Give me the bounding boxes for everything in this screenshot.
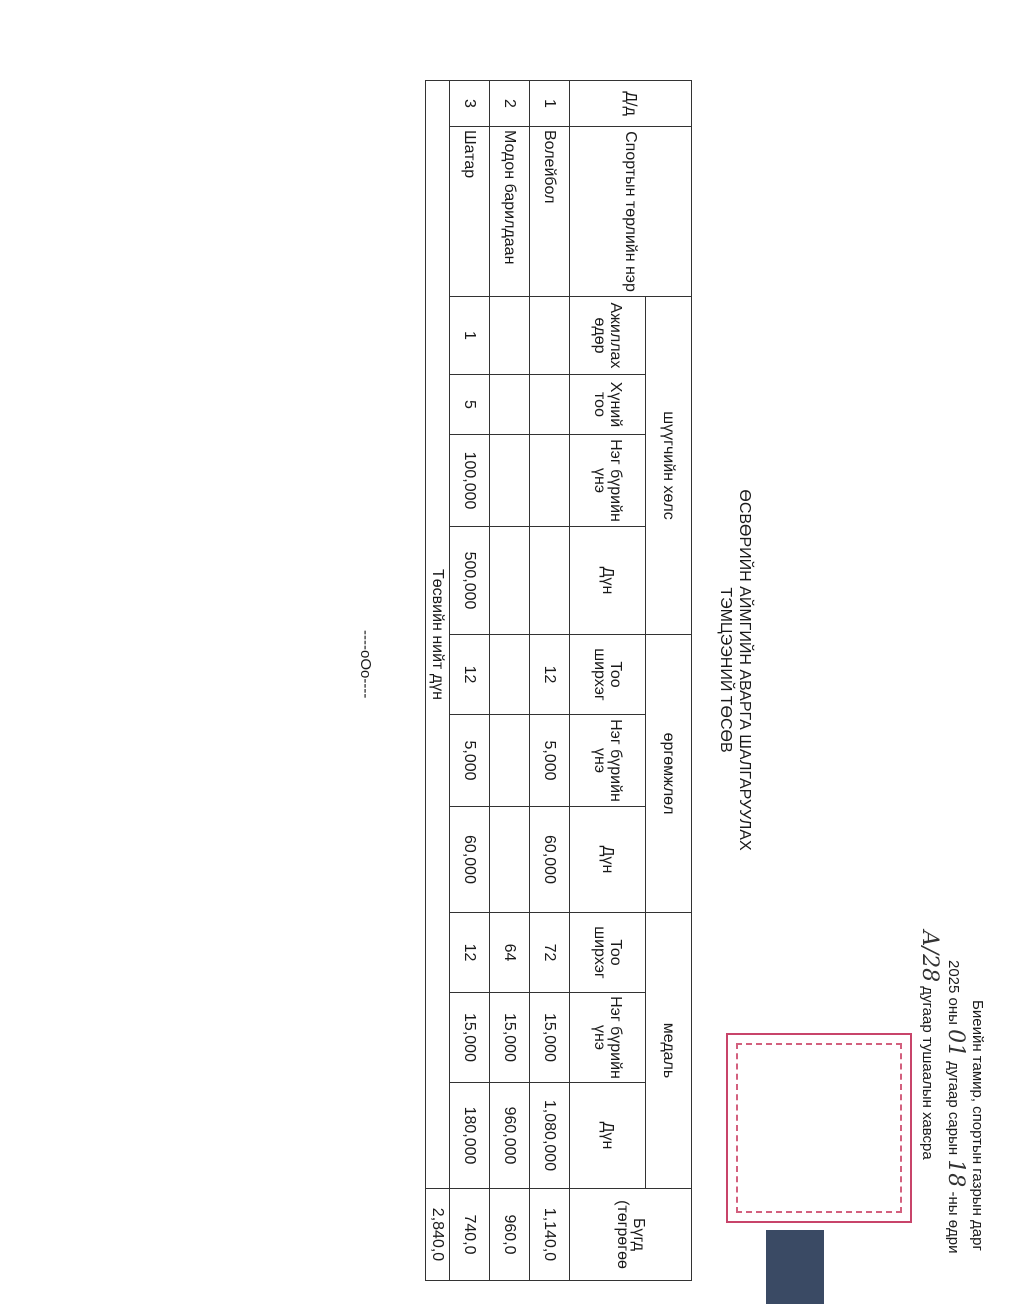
approval-line-3 [917, 930, 942, 1160]
table-row [450, 81, 490, 1281]
cert-amount: 60,000 [530, 807, 570, 913]
approval-day: 18 [943, 1159, 968, 1188]
judge-people [490, 375, 530, 435]
col-total: Бүгд (төгрөгөө [570, 1189, 692, 1281]
order-suffix: дугаар тушаалын хавсра [919, 986, 936, 1160]
order-number: А/28 [917, 930, 942, 983]
judge-days [490, 297, 530, 375]
table-row [530, 81, 570, 1281]
grand-total-label: Төсвийн нийт дүн [426, 81, 450, 1189]
col-cert-count: Тоо ширхэг [570, 635, 646, 715]
table-row [490, 81, 530, 1281]
col-medal-count: Тоо ширхэг [570, 913, 646, 993]
title-line-1: ӨСВӨРИЙН АЙМГИЙН АВАРГА ШАЛГАРУУЛАХ [736, 489, 753, 851]
approval-year: 2025 оны [945, 960, 962, 1025]
judge-people [530, 375, 570, 435]
judge-amount: 500,000 [450, 527, 490, 635]
col-cert-unit-price: Нэг бүрийн үнэ [570, 715, 646, 807]
row-total: 740,0 [450, 1189, 490, 1281]
grand-total-row [426, 81, 450, 1281]
approval-line-2 [943, 960, 968, 1254]
sport-name: Модон барилдаан [490, 127, 530, 297]
medal-count: 64 [490, 913, 530, 993]
sport-name: Шатар [450, 127, 490, 297]
judge-unit-price [530, 435, 570, 527]
medal-amount: 960,000 [490, 1083, 530, 1189]
cert-unit-price: 5,000 [450, 715, 490, 807]
judge-days: 1 [450, 297, 490, 375]
col-judge-days: Ажиллах өдөр [570, 297, 646, 375]
group-medal: медаль [646, 913, 692, 1189]
col-sport-name: Спортын төрлийн нэр [570, 127, 692, 297]
approval-month: 01 [943, 1029, 968, 1058]
judge-amount [490, 527, 530, 635]
cert-unit-price: 5,000 [530, 715, 570, 807]
medal-amount: 1,080,000 [530, 1083, 570, 1189]
budget-table [425, 80, 692, 1281]
cert-count: 12 [530, 635, 570, 715]
cert-count [490, 635, 530, 715]
grand-total-value: 2,840,0 [426, 1189, 450, 1281]
cert-unit-price [490, 715, 530, 807]
judge-amount [530, 527, 570, 635]
approval-day-suffix: -ны өдри [945, 1191, 962, 1254]
official-stamp [726, 1033, 912, 1223]
approval-month-label: дугаар сарын [945, 1061, 962, 1156]
approval-line-1: Биеийн тамир, спортын газрын дарг [969, 1000, 986, 1251]
col-medal-unit-price: Нэг бүрийн үнэ [570, 993, 646, 1083]
medal-unit-price: 15,000 [450, 993, 490, 1083]
row-total: 960,0 [490, 1189, 530, 1281]
col-judge-people: Хүний тоо [570, 375, 646, 435]
cert-amount [490, 807, 530, 913]
title-line-2: ТЭМЦЭЭНИЙ ТӨСӨВ [717, 587, 734, 753]
document-title [716, 420, 754, 920]
judge-days [530, 297, 570, 375]
col-judge-amount: Дүн [570, 527, 646, 635]
government-logo [766, 1230, 824, 1304]
row-total: 1,140,0 [530, 1189, 570, 1281]
col-judge-unit-price: Нэг бүрийн үнэ [570, 435, 646, 527]
medal-unit-price: 15,000 [530, 993, 570, 1083]
col-cert-amount: Дүн [570, 807, 646, 913]
medal-count: 12 [450, 913, 490, 993]
judge-people: 5 [450, 375, 490, 435]
medal-unit-price: 15,000 [490, 993, 530, 1083]
group-certificate: өргөмжлөл [646, 635, 692, 913]
document-end-mark: ----oOo---- [357, 630, 374, 699]
sport-name: Волейбол [530, 127, 570, 297]
group-judge-fee: шүүгчийн хөлс [646, 297, 692, 635]
row-number: 1 [530, 81, 570, 127]
medal-amount: 180,000 [450, 1083, 490, 1189]
row-number: 2 [490, 81, 530, 127]
col-dd: Д/д [570, 81, 692, 127]
row-number: 3 [450, 81, 490, 127]
col-medal-amount: Дүн [570, 1083, 646, 1189]
cert-amount: 60,000 [450, 807, 490, 913]
cert-count: 12 [450, 635, 490, 715]
judge-unit-price: 100,000 [450, 435, 490, 527]
medal-count: 72 [530, 913, 570, 993]
judge-unit-price [490, 435, 530, 527]
